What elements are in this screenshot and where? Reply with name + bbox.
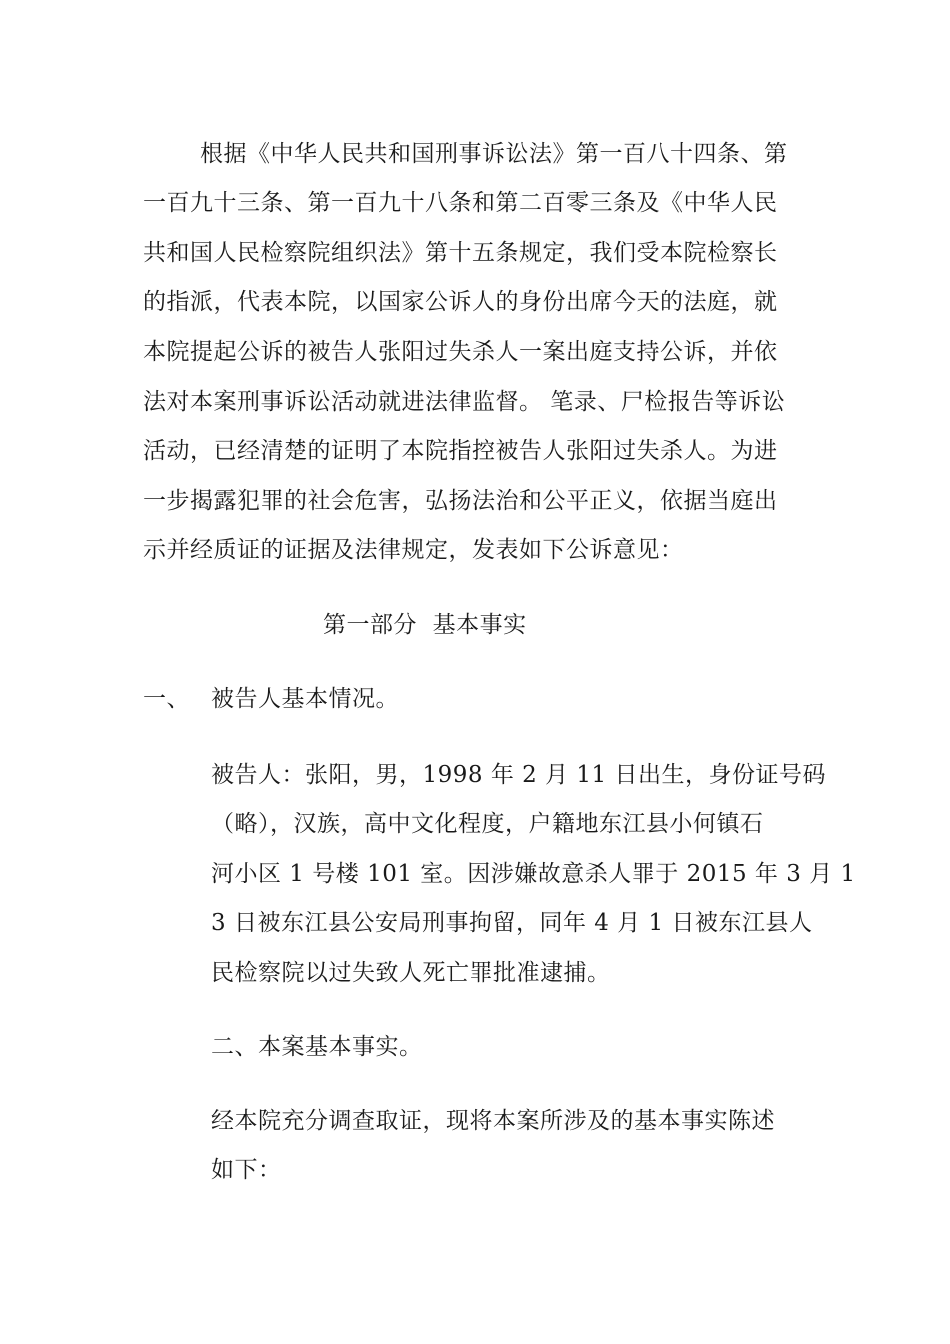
defendant-line: 河小区 1 号楼 101 室。因涉嫌故意杀人罪于 2015 年 3 月 1: [211, 861, 856, 887]
section-heading: 第一部分 基本事实: [323, 612, 527, 638]
intro-line: 共和国人民检察院组织法》第十五条规定，我们受本院检察长: [143, 240, 778, 266]
intro-line: 法对本案刑事诉讼活动就进法律监督。 笔录、尸检报告等诉讼: [143, 389, 786, 415]
item-two-title: 二、本案基本事实。: [211, 1034, 423, 1060]
intro-line: 一百九十三条、第一百九十八条和第二百零三条及《中华人民: [143, 190, 778, 216]
defendant-line: （略），汉族，高中文化程度，户籍地东江县小何镇石: [211, 811, 764, 837]
defendant-line: 被告人：张阳，男，1998 年 2 月 11 日出生，身份证号码: [211, 762, 826, 788]
item-one-title: 被告人基本情况。: [211, 686, 399, 712]
defendant-line: 民检察院以过失致人死亡罪批准逮捕。: [211, 960, 611, 986]
facts-line: 经本院充分调查取证，现将本案所涉及的基本事实陈述: [211, 1108, 775, 1134]
facts-line: 如下：: [211, 1157, 282, 1183]
intro-line: 示并经质证的证据及法律规定，发表如下公诉意见：: [143, 537, 684, 563]
intro-line: 活动，已经清楚的证明了本院指控被告人张阳过失杀人。为进: [143, 438, 778, 464]
defendant-line: 3 日被东江县公安局刑事拘留，同年 4 月 1 日被东江县人: [211, 910, 813, 936]
item-one-number: 一、: [143, 686, 190, 712]
intro-line: 的指派，代表本院，以国家公诉人的身份出席今天的法庭，就: [143, 289, 778, 315]
intro-line: 一步揭露犯罪的社会危害，弘扬法治和公平正义，依据当庭出: [143, 488, 778, 514]
intro-line: 根据《中华人民共和国刑事诉讼法》第一百八十四条、第: [200, 141, 788, 167]
intro-line: 本院提起公诉的被告人张阳过失杀人一案出庭支持公诉，并依: [143, 339, 778, 365]
